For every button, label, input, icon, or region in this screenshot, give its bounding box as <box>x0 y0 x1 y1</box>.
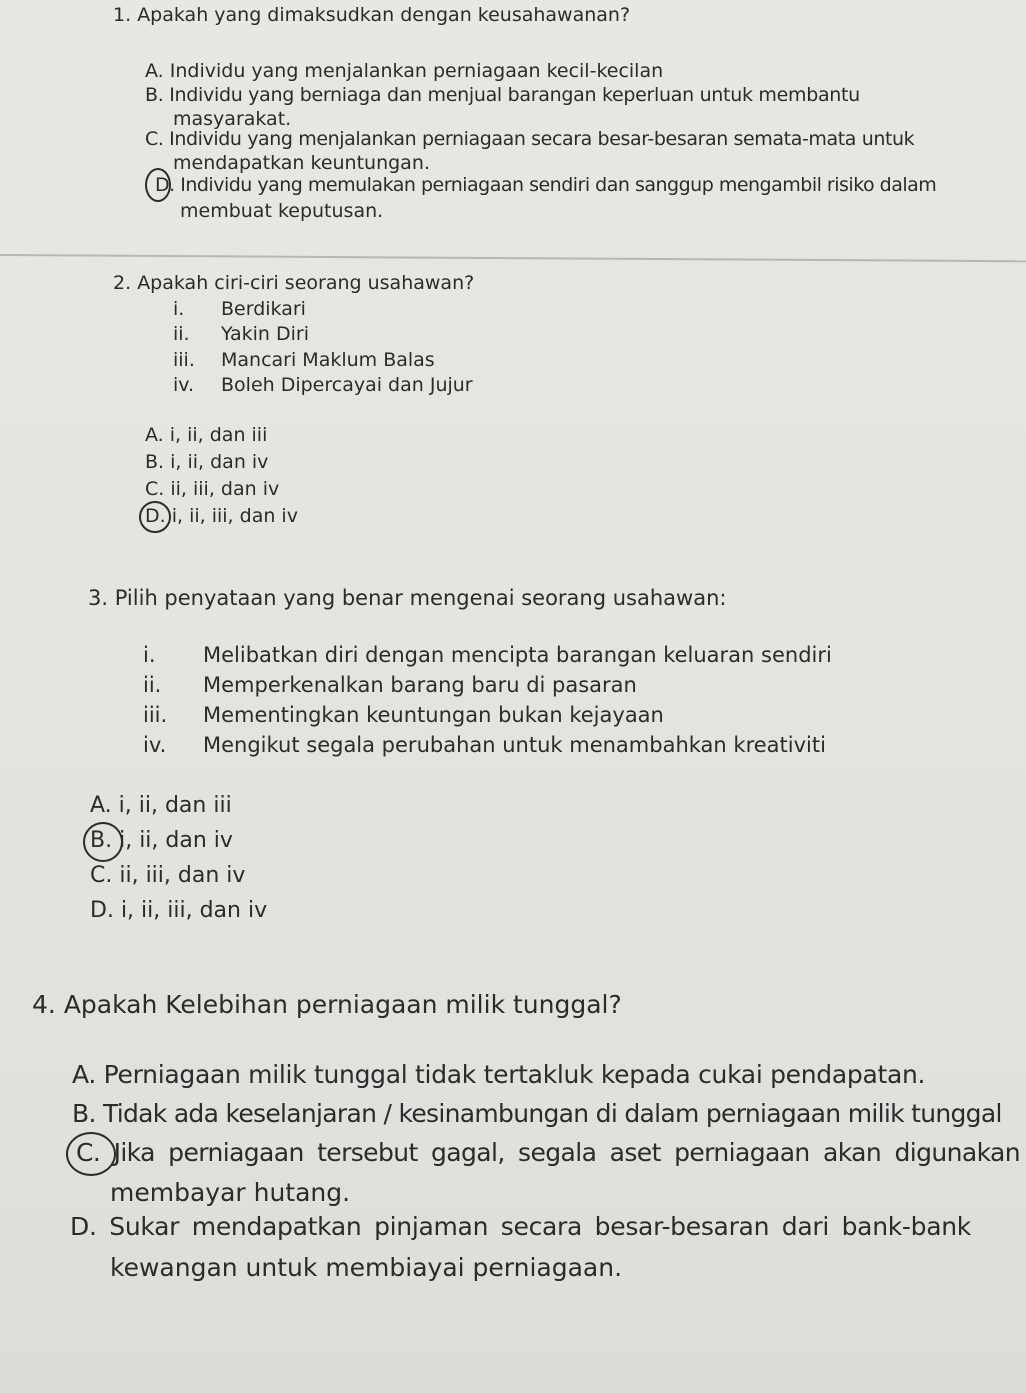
item-roman: iv. <box>173 374 195 396</box>
option-text: ii, iii, dan iv <box>119 863 246 888</box>
option-text: Tidak ada keselanjaran / kesinambungan di dalam perniagaan milik tunggal <box>102 1099 1002 1128</box>
q4-option-a[interactable] <box>72 1060 925 1089</box>
question-text: Apakah ciri-ciri seorang usahawan? <box>137 272 475 294</box>
answer-circle-mark <box>66 1132 116 1176</box>
option-letter: A. <box>72 1060 97 1089</box>
q2-item <box>173 349 435 371</box>
question-number: 1. <box>113 4 132 26</box>
q4-option-d[interactable] <box>70 1212 971 1241</box>
item-roman: i. <box>173 298 185 320</box>
q1-option-d-cont <box>180 200 383 222</box>
q1-option-c-cont <box>173 152 430 174</box>
item-text: Yakin Diri <box>221 323 309 345</box>
option-letter: C. <box>145 478 165 500</box>
question-number: 2. <box>113 272 132 294</box>
option-letter: B. <box>90 828 113 853</box>
option-letter: A. <box>145 424 164 446</box>
option-text: Sukar mendapatkan pinjaman secara besar-besaran dari bank-bank <box>109 1212 971 1241</box>
q3-item <box>143 673 637 697</box>
option-letter: B. <box>72 1099 96 1128</box>
q3-option-c[interactable] <box>90 863 245 888</box>
section-divider <box>0 254 1026 262</box>
q2-option-b[interactable] <box>145 451 268 473</box>
question-number: 3. <box>88 586 109 610</box>
q2-item <box>173 298 306 320</box>
q3-item <box>143 643 832 667</box>
option-letter: D. <box>145 505 166 527</box>
answer-circle-mark <box>83 822 123 862</box>
option-text: Individu yang menjalankan perniagaan secara besar-besaran semata-mata untuk <box>169 128 915 150</box>
option-text: i, ii, iii, dan iv <box>120 898 268 923</box>
option-letter: C. <box>76 1138 101 1167</box>
option-text: membayar hutang. <box>110 1178 351 1207</box>
item-text: Berdikari <box>221 298 306 320</box>
option-text: ii, iii, dan iv <box>170 478 280 500</box>
q3-option-d[interactable] <box>90 898 267 923</box>
question-3-title <box>88 586 726 610</box>
option-text: i, ii, dan iv <box>170 451 269 473</box>
question-1-title <box>113 4 630 26</box>
q1-option-c[interactable] <box>145 128 914 150</box>
q3-item <box>143 703 664 727</box>
option-text: Individu yang memulakan perniagaan sendiri dan sanggup mengambil risiko dalam <box>180 174 937 196</box>
q4-option-d-cont <box>110 1253 622 1282</box>
option-letter: A. <box>145 60 164 82</box>
option-text: Individu yang berniaga dan menjual barangan keperluan untuk membantu <box>169 84 860 106</box>
item-roman: iv. <box>143 733 167 757</box>
option-text: i, ii, dan iii <box>169 424 268 446</box>
option-letter: A. <box>90 793 112 818</box>
q2-option-a[interactable] <box>145 424 267 446</box>
q2-option-c[interactable] <box>145 478 279 500</box>
question-2-title <box>113 272 474 294</box>
q4-option-b[interactable] <box>72 1099 1002 1128</box>
option-text: membuat keputusan. <box>180 200 384 222</box>
option-letter: B. <box>145 451 165 473</box>
question-4-title <box>32 990 622 1019</box>
q2-item <box>173 323 309 345</box>
q3-item <box>143 733 826 757</box>
q2-item <box>173 374 473 396</box>
option-letter: B. <box>145 84 164 106</box>
option-text: i, ii, dan iv <box>119 828 233 853</box>
q1-option-b[interactable] <box>145 84 860 106</box>
option-text: mendapatkan keuntungan. <box>173 152 430 174</box>
item-text: Memperkenalkan barang baru di pasaran <box>203 673 637 697</box>
option-letter: D. <box>155 174 175 196</box>
option-letter: D. <box>90 898 114 923</box>
q3-option-a[interactable] <box>90 793 232 818</box>
item-roman: ii. <box>143 673 162 697</box>
answer-circle-mark <box>139 501 171 533</box>
item-roman: iii. <box>143 703 168 727</box>
q4-option-c[interactable] <box>76 1138 1020 1167</box>
item-text: Mengikut segala perubahan untuk menambahkan kreativiti <box>203 733 826 757</box>
option-text: i, ii, dan iii <box>118 793 232 818</box>
q1-option-a[interactable] <box>145 60 663 82</box>
option-text: Individu yang menjalankan perniagaan kecil-kecilan <box>169 60 664 82</box>
item-text: Boleh Dipercayai dan Jujur <box>221 374 473 396</box>
option-text: masyarakat. <box>173 108 292 130</box>
question-text: Pilih penyataan yang benar mengenai seorang usahawan: <box>114 586 727 610</box>
option-letter: D. <box>70 1212 97 1241</box>
question-text: Apakah Kelebihan perniagaan milik tunggal? <box>63 990 622 1019</box>
q4-option-c-cont <box>110 1178 350 1207</box>
item-text: Mancari Maklum Balas <box>221 349 435 371</box>
item-roman: i. <box>143 643 156 667</box>
option-letter: C. <box>90 863 113 888</box>
option-text: i, ii, iii, dan iv <box>171 505 298 527</box>
item-roman: ii. <box>173 323 190 345</box>
option-text: Jika perniagaan tersebut gagal, segala aset perniagaan akan digunakan <box>113 1138 1020 1167</box>
q1-option-b-cont <box>173 108 291 130</box>
item-roman: iii. <box>173 349 195 371</box>
question-number: 4. <box>32 990 56 1019</box>
answer-circle-mark <box>145 168 171 202</box>
item-text: Melibatkan diri dengan mencipta barangan keluaran sendiri <box>203 643 832 667</box>
option-text: kewangan untuk membiayai perniagaan. <box>110 1253 623 1282</box>
question-text: Apakah yang dimaksudkan dengan keusahawanan? <box>137 4 631 26</box>
q1-option-d[interactable] <box>155 174 936 196</box>
option-text: Perniagaan milik tunggal tidak tertakluk kepada cukai pendapatan. <box>103 1060 926 1089</box>
option-letter: C. <box>145 128 164 150</box>
item-text: Mementingkan keuntungan bukan kejayaan <box>203 703 664 727</box>
